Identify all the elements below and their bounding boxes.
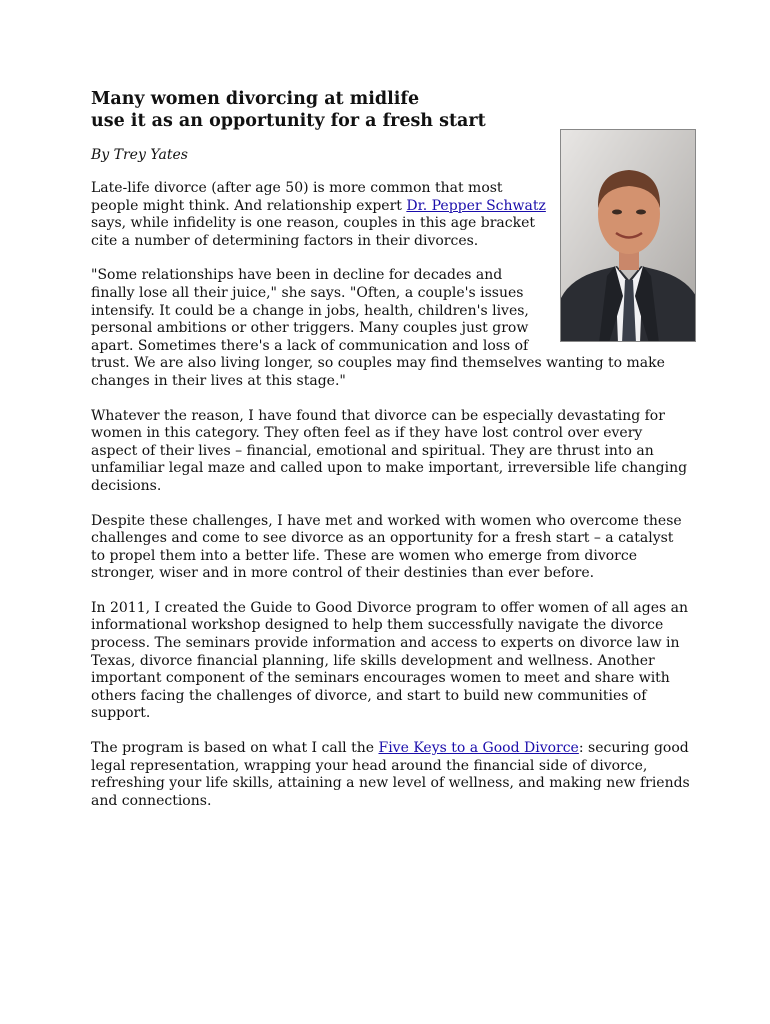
paragraph-6-text-b: : securing good legal representation, wrapping your head around the financial side of divorce, refreshing your life skills, attaining a new level of wellness, and making new friends and connections. <box>91 740 690 809</box>
paragraph-6-text-a: The program is based on what I call the <box>91 740 379 757</box>
paragraph-3: Whatever the reason, I have found that divorce can be especially devastating for women in this category. They often feel as if they have lost control over every aspect of their lives – financial, emotional and spiritual. They are thrust into an unfamiliar legal maze and called upon to make important, irreversible life changing decisions. <box>91 407 688 494</box>
article <box>91 88 691 810</box>
paragraph-4: Despite these challenges, I have met and worked with women who overcome these challenges and come to see divorce as an opportunity for a fresh start – a catalyst to propel them into a better life. These are women who emerge from divorce stronger, wiser and in more control of their destinies than ever before. <box>91 512 682 582</box>
paragraph-2: "Some relationships have been in decline for decades and finally lose all their juice," she says. "Often, a couple's issues intensify. It could be a change in jobs, health, children's lives, personal ambitions or other triggers. Many couples just grow apart. Sometimes there's a lack of communication and loss of trust. We are also living longer, so couples may find themselves wanting to make changes in their lives at this stage." <box>91 267 665 389</box>
author-photo <box>560 129 696 342</box>
paragraph-6 <box>91 740 691 810</box>
five-keys-link[interactable]: Five Keys to a Good Divorce <box>378 740 579 757</box>
pepper-schwatz-link[interactable]: Dr. Pepper Schwatz <box>406 197 546 214</box>
portrait-image <box>561 130 696 342</box>
byline: By Trey Yates <box>91 147 188 163</box>
title-line-1: Many women divorcing at midlife <box>91 89 420 109</box>
paragraph-5: In 2011, I created the Guide to Good Divorce program to offer women of all ages an informational workshop designed to help them successfully navigate the divorce process. The seminars provide information and access to experts on divorce law in Texas, divorce financial planning, life skills development and wellness. Another important component of the seminars encourages women to meet and share with others facing the challenges of divorce, and start to build new communities of support. <box>91 599 688 722</box>
paragraph-1-text-b: says, while infidelity is one reason, couples in this age bracket cite a number of determining factors in their divorces. <box>91 215 536 249</box>
article-title <box>91 88 691 132</box>
title-line-2: use it as an opportunity for a fresh start <box>91 111 486 131</box>
paragraph-1-text-a: Late-life divorce (after age 50) is more common that most people might think. And relationship expert <box>91 180 503 214</box>
paragraph-1 <box>91 180 691 250</box>
